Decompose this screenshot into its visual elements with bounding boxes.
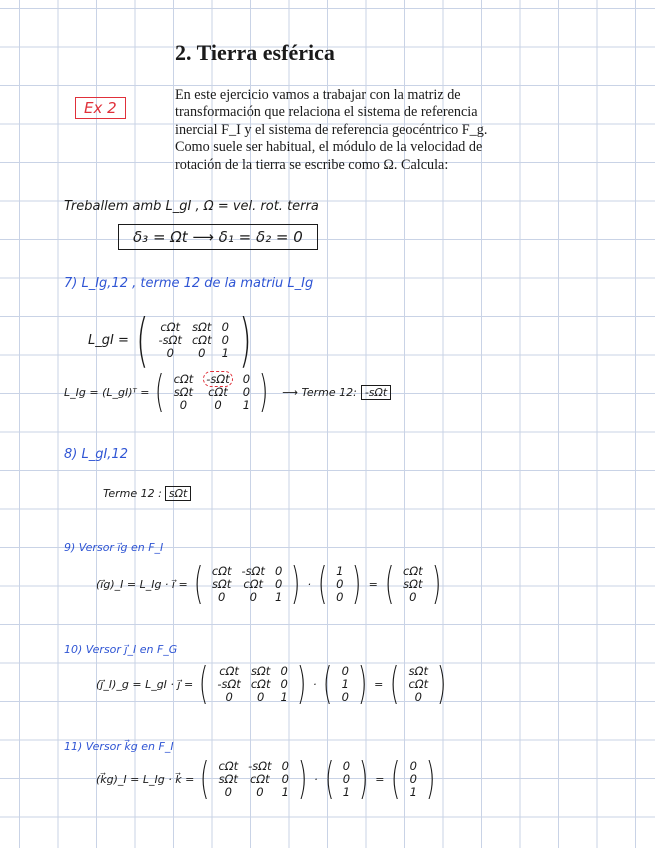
q8-label: Terme 12 : [103,487,162,500]
q11-result: 0 0 1 [409,758,417,799]
q9-result: cΩt sΩt 0 [403,563,423,604]
q7-arrow-text: ⟶ Terme 12: [282,385,357,399]
q7-lhs2: L_Ig = (L_gI)ᵀ = [64,385,150,399]
q7-answer: -sΩt [361,385,391,400]
q8-heading: 8) L_gI,12 [64,447,128,462]
q9-lhs: (i⃗g)_I = L_Ig · i⃗ = [96,577,188,591]
q10-eq: (j⃗_I)_g = L_gI · j⃗ = ( cΩt sΩt 0 -sΩt cΩt 0 0 0 1 ) · ( 0 1 0 ) = ( sΩt cΩt 0 ) [96,658,447,709]
q10-lhs: (j⃗_I)_g = L_gI · j⃗ = [96,677,194,691]
section-title: 2. Tierra esférica [175,40,335,65]
q11-vector: 0 0 1 [342,758,351,799]
q9-vector: 1 0 0 [336,563,344,604]
intro-paragraph: En este ejercicio vamos a trabajar con la matriz de transformación que relaciona el sistema de referencia inercial F_I y el sistema de referencia geocéntrico F_g. Como suele ser habitual, el módulo de la velocidad de rotación de la tierra se escribe como Ω. Calcula: [175,87,488,173]
q7-heading: 7) L_Ig,12 , terme 12 de la matriu L_Ig [64,276,314,291]
q7-matrix-eq: L_gI = ( cΩt sΩt 0 -sΩt cΩt 0 0 0 1 ) [88,306,252,374]
q7-lhs: L_gI = [88,332,129,348]
q7-matrix2: cΩt -sΩt 0 sΩt cΩt 0 0 0 1 [173,371,251,412]
note-line: Treballem amb L_gI , Ω = vel. rot. terra [64,199,319,214]
q7-transpose-eq: L_Ig = (L_gI)ᵀ = ( cΩt -sΩt 0 sΩt cΩt 0 0 0 1 ) ⟶ Terme 12: -sΩt [64,370,391,414]
note-box: δ₃ = Ωt ⟶ δ₁ = δ₂ = 0 [118,224,318,250]
q9-heading: 9) Versor i⃗g en F_I [64,541,164,554]
q10-vector: 0 1 0 [341,663,349,704]
q8-line [103,486,191,501]
q9-eq: (i⃗g)_I = L_Ig · i⃗ = ( cΩt -sΩt 0 sΩt cΩt 0 0 0 1 ) · ( 1 0 0 ) = ( cΩt sΩt 0 ) [96,558,441,609]
q7-matrix: cΩt sΩt 0 -sΩt cΩt 0 0 0 1 [158,319,229,360]
q11-heading: 11) Versor k⃗g en F_I [64,740,174,753]
q11-matrix: cΩt -sΩt 0 sΩt cΩt 0 0 0 1 [218,758,289,799]
q10-result: sΩt cΩt 0 [408,663,429,704]
exercise-label: Ex 2 [75,97,126,119]
q8-answer: sΩt [165,486,191,501]
q10-matrix: cΩt sΩt 0 -sΩt cΩt 0 0 0 1 [217,663,288,704]
q11-eq: (k⃗g)_I = L_Ig · k⃗ = ( cΩt -sΩt 0 sΩt cΩt 0 0 0 1 ) · ( 0 0 1 ) = ( 0 0 1 ) [96,753,436,804]
q11-lhs: (k⃗g)_I = L_Ig · k⃗ = [96,772,195,786]
q9-matrix: cΩt -sΩt 0 sΩt cΩt 0 0 0 1 [211,563,283,604]
q10-heading: 10) Versor j⃗_I en F_G [64,643,178,656]
